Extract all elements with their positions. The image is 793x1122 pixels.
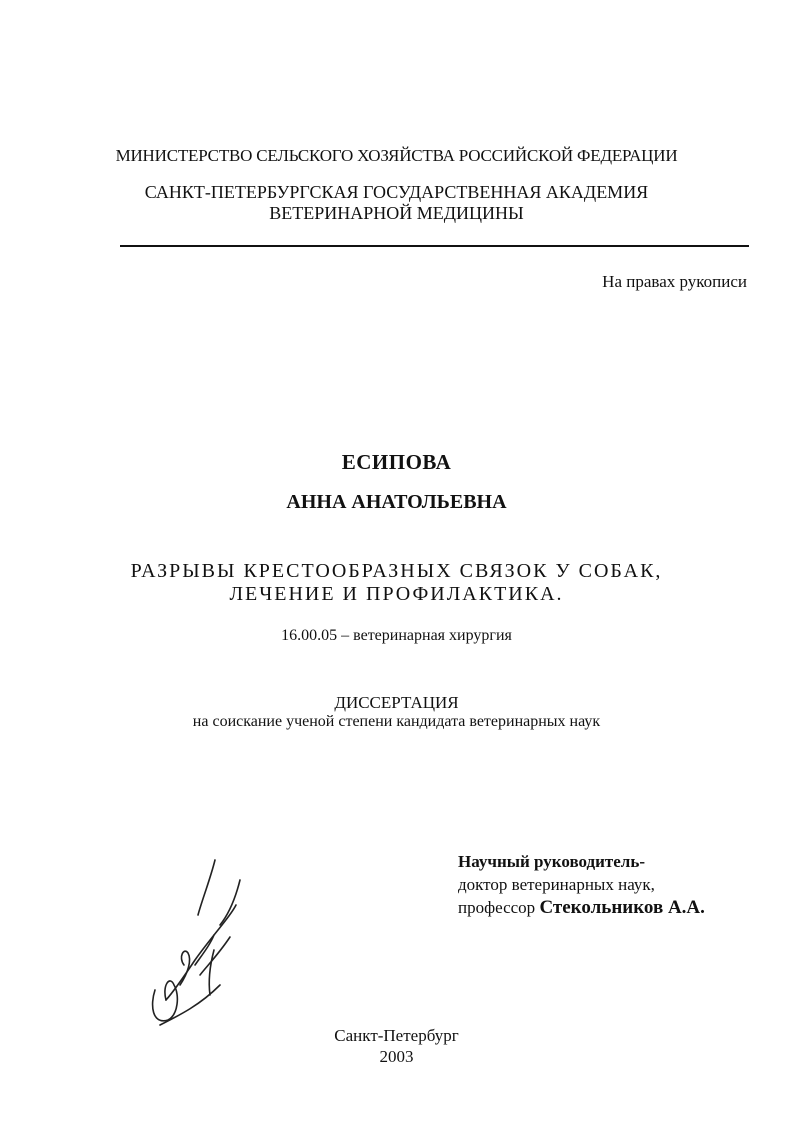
- dissertation-title-line1: РАЗРЫВЫ КРЕСТООБРАЗНЫХ СВЯЗОК У СОБАК,: [130, 560, 663, 582]
- supervisor-role: Научный руководитель-: [458, 852, 645, 871]
- supervisor-name: Стекольников А.А.: [539, 897, 705, 918]
- ministry-title: МИНИСТЕРСТВО СЕЛЬСКОГО ХОЗЯЙСТВА РОССИЙСКОЙ ФЕДЕРАЦИИ: [115, 146, 678, 165]
- supervisor-degree: доктор ветеринарных наук,: [458, 875, 655, 894]
- supervisor-title-line: [458, 896, 705, 919]
- rights-note: На правах рукописи: [602, 272, 747, 291]
- dissertation-title-line2: ЛЕЧЕНИЕ И ПРОФИЛАКТИКА.: [229, 583, 564, 605]
- degree-line: на соискание ученой степени кандидата ветеринарных наук: [192, 713, 601, 730]
- author-surname: ЕСИПОВА: [341, 450, 452, 474]
- academy-name-line2: ВЕТЕРИНАРНОЙ МЕДИЦИНЫ: [269, 203, 524, 223]
- footer-year: 2003: [379, 1047, 414, 1066]
- specialty-code: 16.00.05 – ветеринарная хирургия: [281, 627, 512, 644]
- supervisor-title: профессор: [458, 898, 536, 917]
- supervisor-block: [458, 850, 705, 919]
- dissertation-label: ДИССЕРТАЦИЯ: [334, 693, 459, 712]
- signature-icon: [140, 855, 260, 1045]
- footer-city: Санкт-Петербург: [334, 1026, 459, 1045]
- header-divider: [120, 245, 749, 247]
- author-name: АННА АНАТОЛЬЕВНА: [286, 491, 507, 513]
- academy-name-line1: САНКТ-ПЕТЕРБУРГСКАЯ ГОСУДАРСТВЕННАЯ АКАДЕМИЯ: [144, 182, 649, 202]
